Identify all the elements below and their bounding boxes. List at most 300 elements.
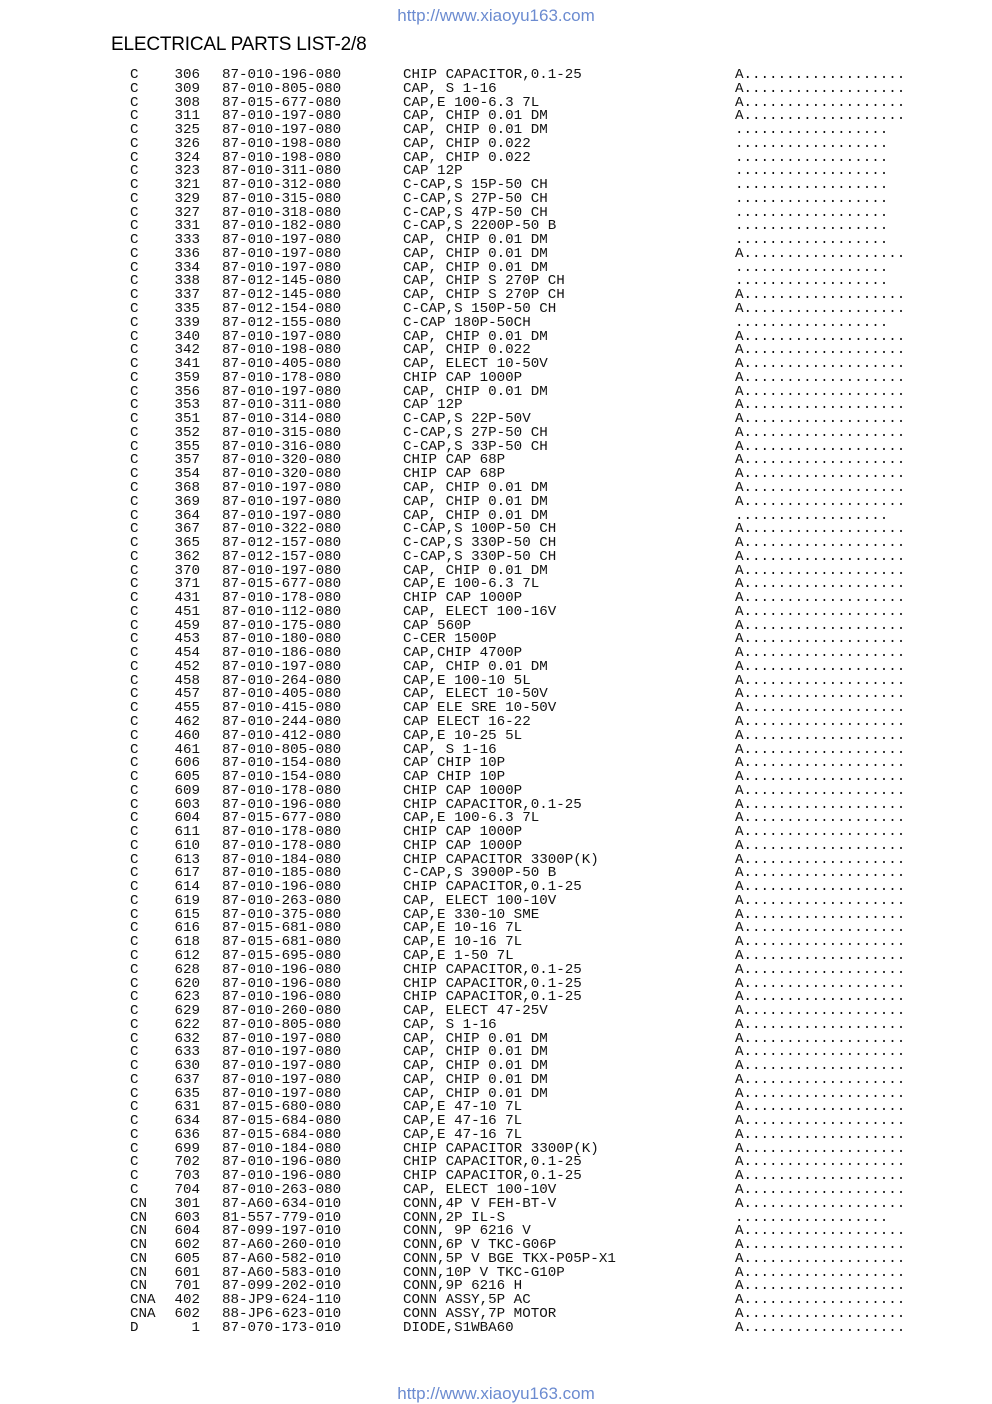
availability-flag: .................. (735, 163, 889, 180)
ref-number: 609 (174, 782, 200, 799)
part-description: CHIP CAPACITOR,0.1-25 (403, 1168, 582, 1185)
footer-watermark-url[interactable]: http://www.xiaoyu163.com (397, 1384, 595, 1403)
ref-number: 620 (174, 975, 200, 992)
part-description: CAP,E 10-16 7L (403, 920, 523, 937)
part-number: 87-012-154-080 (222, 301, 342, 318)
availability-flag: A................... (735, 1264, 906, 1281)
ref-number: 371 (174, 576, 200, 593)
part-number: 87-010-405-080 (222, 686, 342, 703)
part-description: CHIP CAPACITOR,0.1-25 (403, 989, 582, 1006)
ref-designator: C (130, 535, 139, 552)
ref-designator: C (130, 1099, 139, 1116)
part-number: 87-099-202-010 (222, 1278, 342, 1295)
ref-number: 634 (174, 1113, 200, 1130)
availability-flag: .................. (735, 177, 889, 194)
ref-designator: C (130, 879, 139, 896)
availability-flag: A................... (735, 1030, 906, 1047)
ref-designator: C (130, 259, 139, 276)
ref-designator: C (130, 782, 139, 799)
part-number: 87-015-677-080 (222, 810, 342, 827)
part-number: 87-010-196-080 (222, 67, 342, 83)
part-description: CONN,6P V TKC-G06P (403, 1237, 557, 1254)
ref-number: 619 (174, 892, 200, 909)
ref-designator: CNA (130, 1305, 156, 1322)
ref-number: 457 (174, 686, 200, 703)
ref-designator: C (130, 342, 139, 359)
part-description: C-CAP,S 3900P-50 B (403, 865, 557, 882)
part-number: 87-010-198-080 (222, 149, 342, 166)
part-number: 87-010-180-080 (222, 631, 342, 648)
ref-number: 616 (174, 920, 200, 937)
availability-flag: A................... (735, 1237, 906, 1254)
availability-flag: A................... (735, 576, 906, 593)
availability-flag: .................. (735, 273, 889, 290)
part-description: CAP, CHIP 0.01 DM (403, 1030, 548, 1047)
part-number: 87-010-154-080 (222, 755, 342, 772)
part-number: 87-010-186-080 (222, 645, 342, 662)
part-number: 87-A60-634-010 (222, 1195, 342, 1212)
part-number: 87-015-677-080 (222, 576, 342, 593)
part-description: CHIP CAPACITOR,0.1-25 (403, 961, 582, 978)
ref-number: 702 (174, 1154, 200, 1171)
part-number: 87-010-178-080 (222, 782, 342, 799)
part-number: 87-010-311-080 (222, 397, 342, 414)
part-number: 87-010-320-080 (222, 452, 342, 469)
availability-flag: A................... (735, 1016, 906, 1033)
part-number: 87-015-684-080 (222, 1113, 342, 1130)
ref-designator: C (130, 369, 139, 386)
ref-number: 615 (174, 906, 200, 923)
availability-flag: A................... (735, 94, 906, 111)
part-description: CAP,E 100-6.3 7L (403, 94, 540, 111)
ref-designator: C (130, 190, 139, 207)
ref-number: 340 (174, 328, 200, 345)
ref-designator: C (130, 1030, 139, 1047)
part-number: 87-010-197-080 (222, 1058, 342, 1075)
availability-flag: A................... (735, 975, 906, 992)
availability-flag: A................... (735, 810, 906, 827)
part-number: 87-010-197-080 (222, 328, 342, 345)
availability-flag: A................... (735, 356, 906, 373)
part-description: C-CAP,S 330P-50 CH (403, 548, 557, 565)
ref-designator: C (130, 67, 139, 83)
ref-number: 459 (174, 617, 200, 634)
ref-designator: C (130, 163, 139, 180)
ref-number: 618 (174, 934, 200, 951)
ref-number: 604 (174, 810, 200, 827)
part-description: CONN, 9P 6216 V (403, 1223, 531, 1240)
part-number: 87-010-196-080 (222, 796, 342, 813)
ref-number: 337 (174, 287, 200, 304)
availability-flag: A................... (735, 782, 906, 799)
ref-designator: C (130, 314, 139, 331)
part-description: CHIP CAPACITOR,0.1-25 (403, 796, 582, 813)
ref-number: 354 (174, 466, 200, 483)
availability-flag: A................... (735, 1113, 906, 1130)
availability-flag: .................. (735, 122, 889, 139)
availability-flag: A................... (735, 879, 906, 896)
availability-flag: A................... (735, 700, 906, 717)
ref-designator: C (130, 1003, 139, 1020)
ref-number: 633 (174, 1044, 200, 1061)
part-description: C-CAP,S 2200P-50 B (403, 218, 557, 235)
ref-designator: C (130, 892, 139, 909)
ref-designator: C (130, 80, 139, 97)
ref-number: 623 (174, 989, 200, 1006)
ref-designator: CN (130, 1264, 148, 1281)
part-number: 87-010-197-080 (222, 245, 342, 262)
ref-number: 610 (174, 837, 200, 854)
part-number: 87-A60-582-010 (222, 1250, 342, 1267)
part-description: CHIP CAPACITOR,0.1-25 (403, 1154, 582, 1171)
part-number: 87-010-315-080 (222, 424, 342, 441)
ref-number: 453 (174, 631, 200, 648)
part-description: CAP,E 330-10 SME (403, 906, 540, 923)
ref-number: 364 (174, 507, 200, 524)
ref-designator: C (130, 576, 139, 593)
availability-flag: .................. (735, 218, 889, 235)
ref-number: 327 (174, 204, 200, 221)
ref-number: 637 (174, 1071, 200, 1088)
part-number: 87-010-185-080 (222, 865, 342, 882)
ref-number: 353 (174, 397, 200, 414)
availability-flag: A................... (735, 562, 906, 579)
part-description: CAP, CHIP 0.01 DM (403, 562, 548, 579)
part-number: 87-010-197-080 (222, 1044, 342, 1061)
ref-number: 460 (174, 727, 200, 744)
header-watermark-url[interactable]: http://www.xiaoyu163.com (397, 6, 595, 25)
ref-designator: C (130, 1126, 139, 1143)
part-description: CAP CHIP 10P (403, 755, 506, 772)
availability-flag: A................... (735, 727, 906, 744)
part-description: CAP ELECT 16-22 (403, 713, 531, 730)
ref-designator: C (130, 631, 139, 648)
ref-designator: C (130, 851, 139, 868)
ref-designator: C (130, 920, 139, 937)
part-description: CONN,5P V BGE TKX-P05P-X1 (403, 1250, 616, 1267)
part-number: 87-010-198-080 (222, 342, 342, 359)
part-number: 87-010-412-080 (222, 727, 342, 744)
part-description: CAP, S 1-16 (403, 80, 497, 97)
availability-flag: A................... (735, 961, 906, 978)
availability-flag: .................. (735, 1209, 889, 1226)
availability-flag: A................... (735, 521, 906, 538)
part-description: CAP, ELECT 10-50V (403, 356, 548, 373)
availability-flag: A................... (735, 245, 906, 262)
ref-designator: C (130, 1168, 139, 1185)
part-number: 87-010-178-080 (222, 837, 342, 854)
part-number: 87-010-182-080 (222, 218, 342, 235)
availability-flag: .................. (735, 314, 889, 331)
ref-number: 402 (174, 1292, 200, 1309)
part-description: CAP, CHIP 0.01 DM (403, 259, 548, 276)
part-number: 87-010-263-080 (222, 1182, 342, 1199)
availability-flag: A................... (735, 67, 906, 83)
availability-flag: A................... (735, 1195, 906, 1212)
availability-flag: A................... (735, 1003, 906, 1020)
ref-number: 308 (174, 94, 200, 111)
availability-flag: A................... (735, 1319, 906, 1336)
ref-designator: CN (130, 1278, 148, 1295)
ref-number: 461 (174, 741, 200, 758)
availability-flag: A................... (735, 1140, 906, 1157)
ref-designator: C (130, 273, 139, 290)
ref-number: 635 (174, 1085, 200, 1102)
ref-designator: C (130, 479, 139, 496)
ref-number: 357 (174, 452, 200, 469)
part-description: CAP, S 1-16 (403, 1016, 497, 1033)
availability-flag: A................... (735, 548, 906, 565)
ref-designator: C (130, 1044, 139, 1061)
part-number: 87-010-375-080 (222, 906, 342, 923)
part-description: C-CAP,S 47P-50 CH (403, 204, 548, 221)
ref-number: 355 (174, 438, 200, 455)
part-description: CAP, CHIP 0.01 DM (403, 1071, 548, 1088)
part-description: CAP CHIP 10P (403, 769, 506, 786)
part-description: CHIP CAP 68P (403, 452, 506, 469)
part-number: 87-010-312-080 (222, 177, 342, 194)
ref-designator: CN (130, 1195, 148, 1212)
ref-number: 333 (174, 232, 200, 249)
part-description: CAP, CHIP 0.01 DM (403, 658, 548, 675)
availability-flag: A................... (735, 383, 906, 400)
part-description: C-CAP,S 15P-50 CH (403, 177, 548, 194)
part-description: CHIP CAPACITOR,0.1-25 (403, 879, 582, 896)
parts-list (130, 69, 950, 1335)
part-description: CHIP CAPACITOR 3300P(K) (403, 1140, 599, 1157)
part-description: CONN,9P 6216 H (403, 1278, 523, 1295)
part-description: CAP, S 1-16 (403, 741, 497, 758)
ref-designator: C (130, 1113, 139, 1130)
part-number: 87-010-197-080 (222, 259, 342, 276)
part-description: CAP, CHIP 0.01 DM (403, 493, 548, 510)
part-number: 87-010-196-080 (222, 961, 342, 978)
part-number: 87-010-322-080 (222, 521, 342, 538)
part-number: 87-010-197-080 (222, 479, 342, 496)
part-description: C-CAP,S 33P-50 CH (403, 438, 548, 455)
availability-flag: A................... (735, 479, 906, 496)
ref-number: 612 (174, 948, 200, 964)
availability-flag: A................... (735, 603, 906, 620)
ref-number: 603 (174, 796, 200, 813)
part-number: 87-010-197-080 (222, 122, 342, 139)
part-description: CONN ASSY,5P AC (403, 1292, 531, 1309)
availability-flag: .................. (735, 259, 889, 276)
ref-designator: C (130, 328, 139, 345)
part-number: 87-010-196-080 (222, 989, 342, 1006)
ref-designator: C (130, 810, 139, 827)
ref-designator: CNA (130, 1292, 156, 1309)
part-description: CAP, CHIP 0.01 DM (403, 108, 548, 125)
part-description: CAP 12P (403, 163, 463, 180)
part-description: CAP, CHIP S 270P CH (403, 273, 565, 290)
part-number: 87-010-316-080 (222, 438, 342, 455)
ref-designator: C (130, 1182, 139, 1199)
ref-designator: C (130, 741, 139, 758)
availability-flag: A................... (735, 824, 906, 841)
part-description: CAP, CHIP 0.01 DM (403, 507, 548, 524)
part-description: CAP 12P (403, 397, 463, 414)
part-description: CAP,E 1-50 7L (403, 948, 514, 964)
part-description: C-CER 1500P (403, 631, 497, 648)
part-description: CAP,E 10-25 5L (403, 727, 523, 744)
availability-flag: A................... (735, 1292, 906, 1309)
availability-flag: A................... (735, 424, 906, 441)
ref-designator: C (130, 548, 139, 565)
ref-number: 324 (174, 149, 200, 166)
ref-designator: C (130, 1058, 139, 1075)
part-description: CAP,E 100-6.3 7L (403, 810, 540, 827)
availability-flag: A................... (735, 769, 906, 786)
availability-flag: A................... (735, 934, 906, 951)
part-description: C-CAP,S 100P-50 CH (403, 521, 557, 538)
ref-designator: C (130, 658, 139, 675)
ref-number: 342 (174, 342, 200, 359)
availability-flag: .................. (735, 149, 889, 166)
ref-number: 336 (174, 245, 200, 262)
part-number: 81-557-779-010 (222, 1209, 342, 1226)
part-number: 87-010-314-080 (222, 411, 342, 428)
ref-number: 603 (174, 1209, 200, 1226)
ref-number: 622 (174, 1016, 200, 1033)
part-number: 87-012-157-080 (222, 548, 342, 565)
ref-number: 629 (174, 1003, 200, 1020)
ref-number: 306 (174, 67, 200, 83)
part-description: CAP, CHIP 0.01 DM (403, 122, 548, 139)
part-description: CHIP CAP 1000P (403, 824, 523, 841)
ref-number: 630 (174, 1058, 200, 1075)
availability-flag: A................... (735, 1085, 906, 1102)
ref-number: 431 (174, 590, 200, 607)
part-number: 87-010-184-080 (222, 851, 342, 868)
availability-flag: A................... (735, 80, 906, 97)
part-description: CAP,E 47-16 7L (403, 1126, 523, 1143)
part-number: 87-010-178-080 (222, 590, 342, 607)
availability-flag: A................... (735, 920, 906, 937)
part-description: CAP, CHIP 0.022 (403, 135, 531, 152)
part-description: CAP,E 10-16 7L (403, 934, 523, 951)
availability-flag: A................... (735, 493, 906, 510)
part-description: CHIP CAPACITOR 3300P(K) (403, 851, 599, 868)
ref-designator: C (130, 948, 139, 964)
part-number: 87-015-681-080 (222, 934, 342, 951)
availability-flag: A................... (735, 1126, 906, 1143)
ref-number: 458 (174, 672, 200, 689)
ref-number: 341 (174, 356, 200, 373)
availability-flag: A................... (735, 369, 906, 386)
part-description: CAP, CHIP 0.01 DM (403, 232, 548, 249)
part-number: 87-099-197-010 (222, 1223, 342, 1240)
availability-flag: A................... (735, 948, 906, 964)
part-number: 87-010-178-080 (222, 369, 342, 386)
ref-designator: C (130, 424, 139, 441)
ref-number: 602 (174, 1237, 200, 1254)
ref-designator: C (130, 493, 139, 510)
part-description: CONN,4P V FEH-BT-V (403, 1195, 557, 1212)
part-number: 87-010-197-080 (222, 232, 342, 249)
ref-number: 368 (174, 479, 200, 496)
ref-designator: C (130, 397, 139, 414)
part-description: C-CAP,S 22P-50V (403, 411, 531, 428)
ref-number: 601 (174, 1264, 200, 1281)
part-number: 88-JP6-623-010 (222, 1305, 342, 1322)
part-description: CAP,E 47-10 7L (403, 1099, 523, 1116)
ref-number: 339 (174, 314, 200, 331)
part-description: CAP, CHIP 0.01 DM (403, 383, 548, 400)
ref-designator: C (130, 452, 139, 469)
ref-designator: CN (130, 1250, 148, 1267)
ref-number: 613 (174, 851, 200, 868)
ref-number: 611 (174, 824, 200, 841)
part-number: 87-010-197-080 (222, 658, 342, 675)
part-description: CHIP CAPACITOR,0.1-25 (403, 975, 582, 992)
availability-flag: A................... (735, 755, 906, 772)
ref-number: 301 (174, 1195, 200, 1212)
part-number: 87-010-197-080 (222, 562, 342, 579)
part-description: CHIP CAPACITOR,0.1-25 (403, 67, 582, 83)
part-description: CAP, ELECT 100-16V (403, 603, 557, 620)
part-description: CONN,10P V TKC-G10P (403, 1264, 565, 1281)
part-description: CAP, CHIP 0.01 DM (403, 1044, 548, 1061)
part-description: CONN ASSY,7P MOTOR (403, 1305, 557, 1322)
part-number: 87-015-684-080 (222, 1126, 342, 1143)
ref-designator: D (130, 1319, 139, 1336)
ref-number: 325 (174, 122, 200, 139)
part-description: C-CAP,S 330P-50 CH (403, 535, 557, 552)
availability-flag: A................... (735, 1182, 906, 1199)
ref-number: 606 (174, 755, 200, 772)
part-description: CONN,2P IL-S (403, 1209, 506, 1226)
ref-number: 329 (174, 190, 200, 207)
availability-flag: A................... (735, 535, 906, 552)
ref-number: 605 (174, 769, 200, 786)
availability-flag: A................... (735, 1058, 906, 1075)
ref-designator: C (130, 287, 139, 304)
part-description: CAP, CHIP 0.01 DM (403, 479, 548, 496)
ref-number: 370 (174, 562, 200, 579)
ref-number: 699 (174, 1140, 200, 1157)
part-number: 87-010-315-080 (222, 190, 342, 207)
part-number: 87-010-405-080 (222, 356, 342, 373)
part-number: 87-010-197-080 (222, 1071, 342, 1088)
ref-designator: C (130, 590, 139, 607)
ref-designator: C (130, 177, 139, 194)
availability-flag: A................... (735, 1168, 906, 1185)
ref-designator: CN (130, 1237, 148, 1254)
part-description: CAP,E 47-16 7L (403, 1113, 523, 1130)
availability-flag: A................... (735, 411, 906, 428)
availability-flag: A................... (735, 741, 906, 758)
availability-flag: A................... (735, 1071, 906, 1088)
ref-number: 326 (174, 135, 200, 152)
ref-designator: C (130, 218, 139, 235)
ref-number: 365 (174, 535, 200, 552)
ref-designator: C (130, 122, 139, 139)
ref-number: 362 (174, 548, 200, 565)
part-description: CAP, CHIP 0.022 (403, 342, 531, 359)
part-description: CAP,E 100-10 5L (403, 672, 531, 689)
availability-flag: A................... (735, 1305, 906, 1322)
part-number: 87-010-196-080 (222, 879, 342, 896)
part-description: CAP, CHIP S 270P CH (403, 287, 565, 304)
ref-designator: C (130, 645, 139, 662)
part-description: CHIP CAP 1000P (403, 369, 523, 386)
ref-designator: C (130, 438, 139, 455)
availability-flag: A................... (735, 287, 906, 304)
part-description: CAP, ELECT 100-10V (403, 892, 557, 909)
part-number: 87-012-145-080 (222, 287, 342, 304)
part-number: 87-010-197-080 (222, 108, 342, 125)
